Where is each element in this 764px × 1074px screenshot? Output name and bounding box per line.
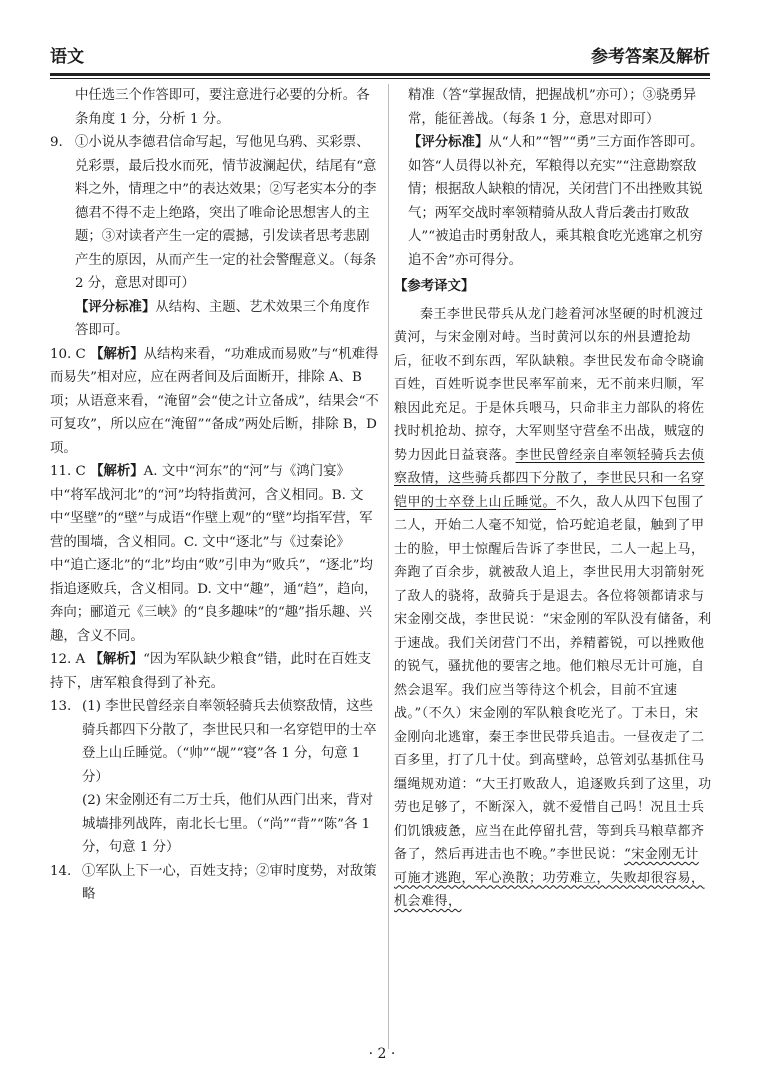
answer-11 — [50, 460, 382, 648]
header-subject: 语文 — [50, 47, 84, 67]
translation-wavy-underlined: “宋金刚无计可施才逃跑，军心涣散；功劳难立，失败却很容易，机会难得， — [394, 847, 705, 909]
answer-10-number: 10. C — [50, 346, 86, 362]
answer-14-text: ①军队上下一心，百姓支持；②审时度势，对敌策略 — [82, 863, 377, 902]
answer-12-text: “因为军队缺少粮食”错，此时在百姓支持下，唐军粮食得到了补充。 — [50, 652, 372, 691]
scoring-text: 从结构、主题、艺术效果三个角度作答即可。 — [75, 299, 370, 338]
answer-13 — [50, 695, 382, 860]
answer-10 — [50, 343, 382, 461]
answer-9-text: ①小说从李德君信命写起，写他见乌鸦、买彩票、兑彩票，最后投水而死，情节波澜起伏，结尾有“意料之外，情理之中”的表达效果；②写老实本分的李德君不得不走上绝路，突出了唯命论思想害人的主题；③对读者产生一定的震撼，引发读者思考悲剧产生的原因，从而产生一定的社会警醒意义。（每条 2 分，意思对即可） — [75, 135, 377, 291]
analysis-label: 【解析】 — [90, 463, 144, 479]
left-column — [50, 84, 382, 907]
analysis-label: 【解析】 — [90, 345, 144, 362]
translation-part-1: 秦王李世民带兵从龙门趁着河冰坚硬的时机渡过黄河，与宋金刚对峙。当时黄河以东的州县遭抢劫后，征收不到东西，军队缺粮。李世民发布命令晓谕百姓，百姓听说李世民率军前来，无不前来归顺，军粮因此充足。于是休兵喂马，只命非主力部队的将佐找时机抢劫、掠夺，大军则坚守营垒不出战，贼寇的势力因此日益衰落。 — [394, 306, 705, 463]
header-rule-thick — [50, 73, 710, 76]
answer-13-part-1: (1) 李世民曾经亲自率领轻骑兵去侦察敌情，这些骑兵都四下分散了，李世民只和一名穿铠甲的士卒登上山丘睡觉。（“帅”“觇”“寝”各 1 分，句意 1 分） — [82, 699, 377, 785]
page-number: · 2 · — [368, 1046, 396, 1062]
translation-part-2: 不久，敌人从四下包围了二人，开始二人毫不知觉，恰巧蛇追老鼠，触到了甲士的脸，甲士惊醒后告诉了李世民，二人一起上马，奔跑了百余步，就被敌人追上，李世民用大羽箭射死了敌人的骁将，敌骑兵于是退去。各位将领都请求与宋金刚交战，李世民说：“宋金刚的军队没有储备，利于速战。我们关闭营门不出，养精蓄锐，可以挫败他的锐气，骚扰他的要害之地。他们粮尽无计可施，自然会退军。我们应当等待这个机会，目前不宜速战。”（不久）宋金刚的军队粮食吃光了。丁未日，宋金刚向北逃窜，秦王李世民带兵追击。一昼夜走了二百多里，打了几十仗。到高壁岭，总管刘弘基抓住马缰绳规劝道：“大王打败敌人，追逐败兵到了这里，功劳也足够了，不断深入，就不爱惜自己吗！况且士兵们饥饿疲惫，应当在此停留扎营，等到兵马粮草都齐备了，然后再进击也不晚。”李世民说： — [394, 494, 712, 862]
answer-12-number: 12. A — [50, 652, 86, 667]
scoring-label: 【评分标准】 — [408, 134, 489, 150]
translation-text — [394, 303, 712, 914]
q8-tail: 中任选三个作答即可，要注意进行必要的分析。各条角度 1 分，分析 1 分。 — [75, 88, 370, 127]
answer-14-scoring — [394, 131, 712, 272]
column-divider — [388, 84, 389, 1049]
header-rule-thin — [50, 78, 710, 79]
answer-14-number: 14. — [50, 863, 72, 879]
answer-14 — [50, 860, 382, 907]
answer-10-text: 从结构来看，“功难成而易败”与“机难得而易失”相对应，应在两者间及后面断开，排除 A、B 项；从语意来看，“淹留”会“使之计立备成”，结果会“不可复攻”，所以应在“淹留”“备成”两处后断，排除 B，D 项。 — [50, 346, 379, 456]
answer-9-scoring — [50, 296, 382, 343]
right-column — [394, 84, 712, 914]
analysis-label: 【解析】 — [89, 651, 144, 667]
header-title: 参考答案及解析 — [591, 47, 710, 67]
answer-11-number: 11. C — [50, 464, 86, 479]
scoring-label: 【评分标准】 — [75, 298, 156, 315]
answer-9 — [50, 131, 382, 296]
answer-9-number: 9. — [50, 135, 63, 150]
translation-underlined: 李世民曾经亲自率领轻骑兵去侦察敌情，这些骑兵都四下分散了，李世民只和一名穿铠甲的士卒登上山丘睡觉。 — [394, 447, 705, 510]
answer-13-number: 13. — [50, 699, 72, 714]
answer-11-text: A. 文中“河东”的“河”与《鸿门宴》中“将军战河北”的“河”均特指黄河，含义相同。B. 文中“坚壁”的“壁”与成语“作壁上观”的“壁”均指军营，军营的围墙，含义相同。C. 文中“逐北”与《过秦论》中“追亡逐北”的“北”均由“败”引申为“败兵”，“逐北”均指追逐败兵，含义相同。D. 文中“趣”，通“趋”，趋向，奔向；郦道元《三峡》的“良多趣味”的“趣”指乐趣、兴趣，含义不同。 — [50, 464, 378, 644]
scoring-text: 从“人和”“智”“勇”三方面作答即可。如答“人员得以补充，军粮得以充实”“注意勘察敌情；根据敌人缺粮的情况，关闭营门不出挫败其锐气；两军交战时率领精骑从敌人背后袭击打败敌人”“被追击时勇射敌人，乘其粮食吃光逃窜之机穷追不舍”亦可得分。 — [408, 135, 704, 268]
answer-14-continued: 精准（答“掌握敌情，把握战机”亦可）；③骁勇异常，能征善战。（每条 1 分，意思对即可） — [408, 88, 697, 127]
translation-heading: 【参考译文】 — [394, 278, 475, 294]
answer-12 — [50, 648, 382, 695]
answer-13-part-2: (2) 宋金刚还有二万士兵，他们从西门出来，背对城墙排列战阵，南北长七里。（“尚”“背”“陈”各 1 分，句意 1 分） — [82, 793, 374, 855]
